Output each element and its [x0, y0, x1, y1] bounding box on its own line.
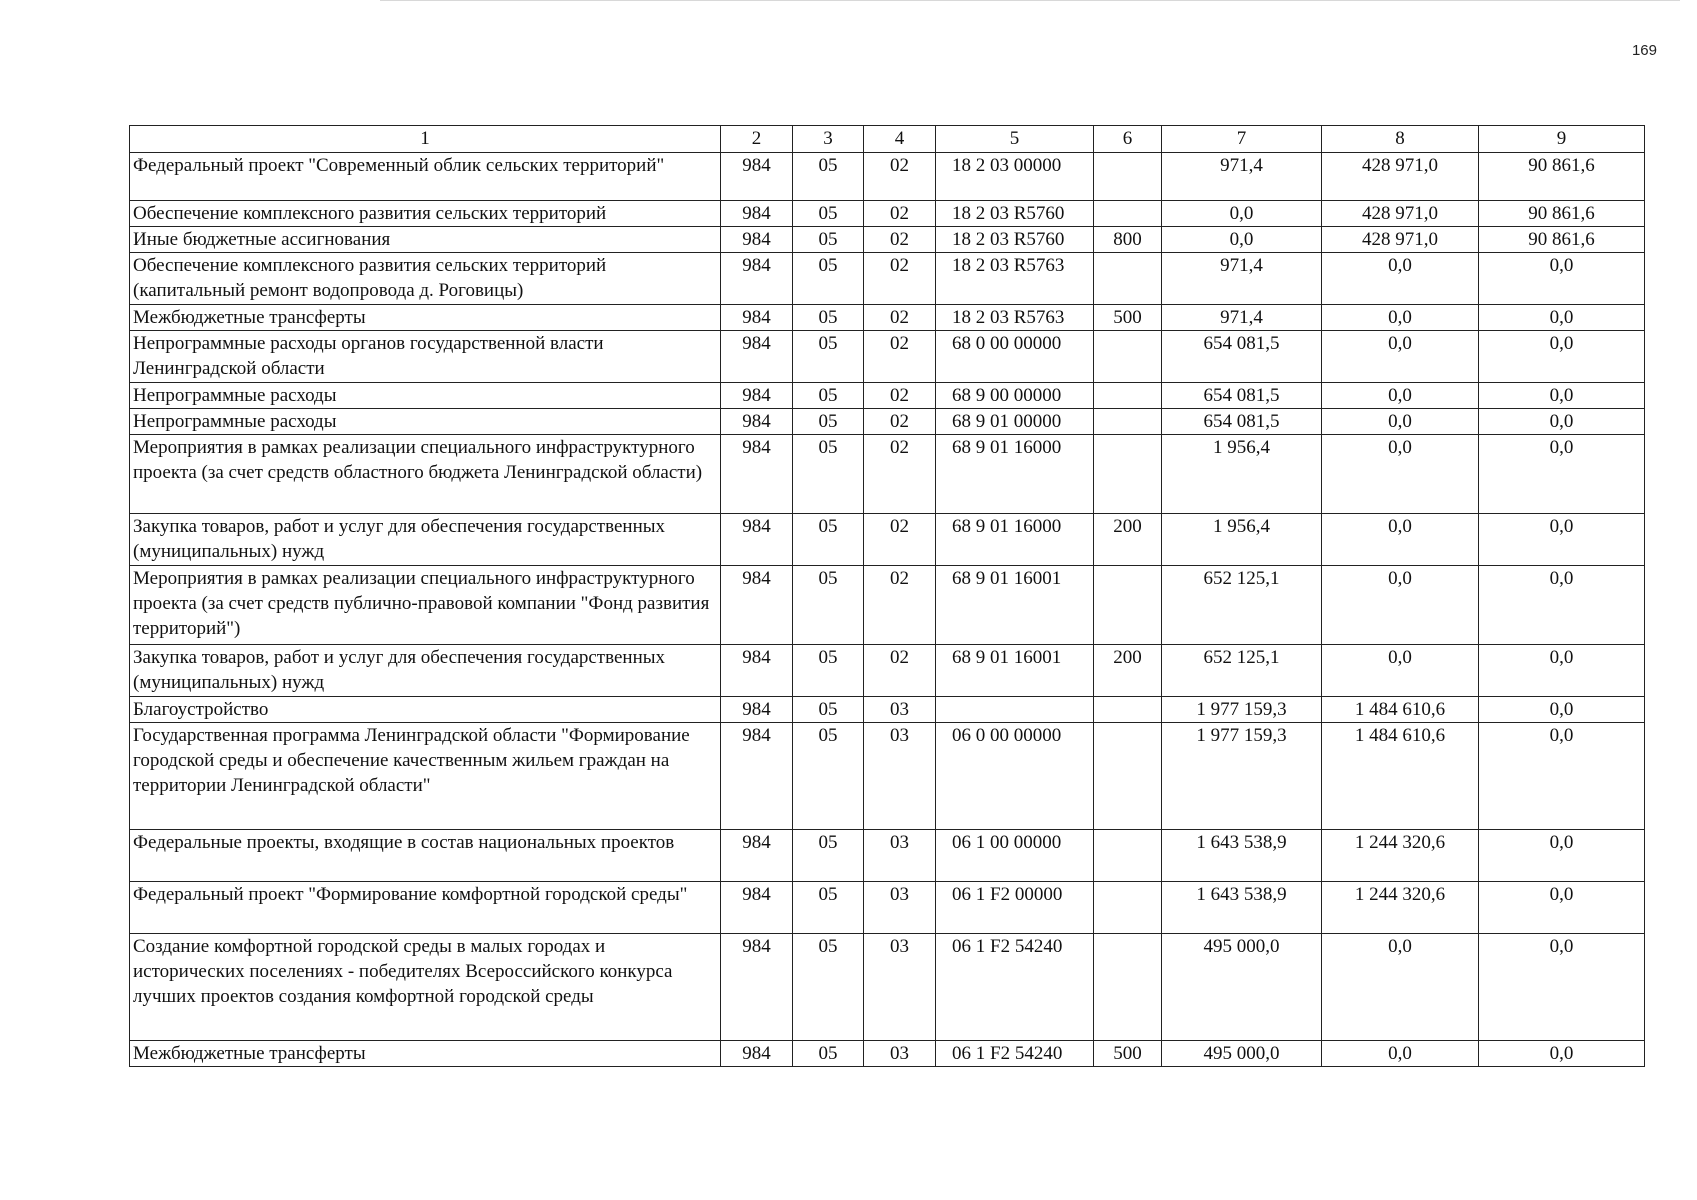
expense-type-code: 500: [1094, 305, 1162, 331]
amount-col-7: 652 125,1: [1162, 566, 1322, 645]
item-name: Федеральные проекты, входящие в состав национальных проектов: [130, 830, 721, 882]
header-col-6: 6: [1094, 126, 1162, 153]
section-code: 05: [793, 645, 864, 697]
section-code: 05: [793, 723, 864, 830]
table-row: [130, 723, 1645, 830]
expense-type-code: [1094, 331, 1162, 383]
amount-col-7: 0,0: [1162, 227, 1322, 253]
expense-type-code: [1094, 201, 1162, 227]
section-code: 05: [793, 934, 864, 1041]
target-article-code: 68 9 00 00000: [936, 383, 1094, 409]
expense-type-code: [1094, 697, 1162, 723]
expense-type-code: [1094, 830, 1162, 882]
item-name: Мероприятия в рамках реализации специального инфраструктурного проекта (за счет средств публично-правовой компании "Фонд развития территорий"): [130, 566, 721, 645]
amount-col-9: 0,0: [1479, 723, 1645, 830]
amount-col-9: 0,0: [1479, 383, 1645, 409]
amount-col-9: 0,0: [1479, 253, 1645, 305]
expense-type-code: [1094, 723, 1162, 830]
amount-col-7: 971,4: [1162, 253, 1322, 305]
amount-col-8: 0,0: [1322, 331, 1479, 383]
subsection-code: 02: [864, 305, 936, 331]
table-row: [130, 514, 1645, 566]
admin-code: 984: [721, 331, 793, 383]
item-name: Федеральный проект "Современный облик сельских территорий": [130, 153, 721, 201]
target-article-code: 68 9 01 16000: [936, 514, 1094, 566]
amount-col-8: 0,0: [1322, 566, 1479, 645]
target-article-code: 68 0 00 00000: [936, 331, 1094, 383]
admin-code: 984: [721, 934, 793, 1041]
admin-code: 984: [721, 409, 793, 435]
header-col-5: 5: [936, 126, 1094, 153]
amount-col-8: 1 484 610,6: [1322, 697, 1479, 723]
section-code: 05: [793, 882, 864, 934]
expense-type-code: [1094, 566, 1162, 645]
subsection-code: 03: [864, 882, 936, 934]
item-name: Непрограммные расходы: [130, 409, 721, 435]
section-code: 05: [793, 830, 864, 882]
subsection-code: 03: [864, 830, 936, 882]
amount-col-8: 428 971,0: [1322, 201, 1479, 227]
section-code: 05: [793, 153, 864, 201]
amount-col-9: 0,0: [1479, 882, 1645, 934]
subsection-code: 02: [864, 514, 936, 566]
subsection-code: 02: [864, 566, 936, 645]
item-name: Непрограммные расходы: [130, 383, 721, 409]
table-row: [130, 697, 1645, 723]
amount-col-8: 1 244 320,6: [1322, 830, 1479, 882]
amount-col-7: 495 000,0: [1162, 934, 1322, 1041]
header-col-7: 7: [1162, 126, 1322, 153]
table-row: [130, 1041, 1645, 1067]
subsection-code: 02: [864, 409, 936, 435]
header-col-4: 4: [864, 126, 936, 153]
amount-col-9: 0,0: [1479, 934, 1645, 1041]
page-number: 169: [1631, 42, 1657, 59]
amount-col-9: 0,0: [1479, 697, 1645, 723]
item-name: Межбюджетные трансферты: [130, 305, 721, 331]
expense-type-code: [1094, 882, 1162, 934]
admin-code: 984: [721, 435, 793, 514]
amount-col-9: 0,0: [1479, 514, 1645, 566]
table-row: [130, 153, 1645, 201]
subsection-code: 02: [864, 383, 936, 409]
subsection-code: 02: [864, 331, 936, 383]
section-code: 05: [793, 697, 864, 723]
section-code: 05: [793, 331, 864, 383]
subsection-code: 03: [864, 934, 936, 1041]
amount-col-7: 1 643 538,9: [1162, 830, 1322, 882]
amount-col-7: 1 977 159,3: [1162, 697, 1322, 723]
header-col-2: 2: [721, 126, 793, 153]
item-name: Федеральный проект "Формирование комфортной городской среды": [130, 882, 721, 934]
amount-col-7: 1 956,4: [1162, 435, 1322, 514]
amount-col-8: 0,0: [1322, 435, 1479, 514]
table-row: [130, 305, 1645, 331]
item-name: Закупка товаров, работ и услуг для обеспечения государственных (муниципальных) нужд: [130, 645, 721, 697]
amount-col-9: 0,0: [1479, 331, 1645, 383]
amount-col-9: 0,0: [1479, 435, 1645, 514]
amount-col-8: 0,0: [1322, 305, 1479, 331]
amount-col-7: 1 956,4: [1162, 514, 1322, 566]
section-code: 05: [793, 566, 864, 645]
amount-col-7: 971,4: [1162, 153, 1322, 201]
item-name: Мероприятия в рамках реализации специального инфраструктурного проекта (за счет средств областного бюджета Ленинградской области): [130, 435, 721, 514]
amount-col-7: 652 125,1: [1162, 645, 1322, 697]
table-row: [130, 409, 1645, 435]
item-name: Создание комфортной городской среды в малых городах и исторических поселениях - победителях Всероссийского конкурса лучших проектов создания комфортной городской среды: [130, 934, 721, 1041]
expense-type-code: [1094, 383, 1162, 409]
admin-code: 984: [721, 723, 793, 830]
target-article-code: 68 9 01 16000: [936, 435, 1094, 514]
amount-col-8: 0,0: [1322, 253, 1479, 305]
admin-code: 984: [721, 882, 793, 934]
admin-code: 984: [721, 830, 793, 882]
item-name: Межбюджетные трансферты: [130, 1041, 721, 1067]
admin-code: 984: [721, 253, 793, 305]
expense-type-code: [1094, 435, 1162, 514]
header-col-1: 1: [130, 126, 721, 153]
subsection-code: 03: [864, 1041, 936, 1067]
section-code: 05: [793, 305, 864, 331]
admin-code: 984: [721, 566, 793, 645]
amount-col-8: 0,0: [1322, 514, 1479, 566]
table-row: [130, 435, 1645, 514]
amount-col-9: 0,0: [1479, 566, 1645, 645]
expense-type-code: [1094, 253, 1162, 305]
table-header-row: [130, 126, 1645, 153]
amount-col-8: 0,0: [1322, 645, 1479, 697]
amount-col-7: 654 081,5: [1162, 409, 1322, 435]
amount-col-7: 495 000,0: [1162, 1041, 1322, 1067]
expense-type-code: [1094, 409, 1162, 435]
item-name: Благоустройство: [130, 697, 721, 723]
table-row: [130, 227, 1645, 253]
target-article-code: 68 9 01 16001: [936, 645, 1094, 697]
expense-type-code: [1094, 153, 1162, 201]
amount-col-9: 0,0: [1479, 305, 1645, 331]
amount-col-9: 90 861,6: [1479, 227, 1645, 253]
section-code: 05: [793, 383, 864, 409]
amount-col-7: 1 977 159,3: [1162, 723, 1322, 830]
header-col-3: 3: [793, 126, 864, 153]
amount-col-9: 0,0: [1479, 830, 1645, 882]
target-article-code: 68 9 01 00000: [936, 409, 1094, 435]
admin-code: 984: [721, 514, 793, 566]
amount-col-7: 971,4: [1162, 305, 1322, 331]
target-article-code: 06 0 00 00000: [936, 723, 1094, 830]
target-article-code: 06 1 F2 54240: [936, 1041, 1094, 1067]
expense-type-code: 200: [1094, 645, 1162, 697]
target-article-code: 68 9 01 16001: [936, 566, 1094, 645]
amount-col-7: 1 643 538,9: [1162, 882, 1322, 934]
admin-code: 984: [721, 305, 793, 331]
amount-col-8: 0,0: [1322, 934, 1479, 1041]
table-row: [130, 253, 1645, 305]
item-name: Обеспечение комплексного развития сельских территорий: [130, 201, 721, 227]
subsection-code: 02: [864, 645, 936, 697]
amount-col-7: 654 081,5: [1162, 383, 1322, 409]
item-name: Обеспечение комплексного развития сельских территорий (капитальный ремонт водопровода д. Роговицы): [130, 253, 721, 305]
header-col-9: 9: [1479, 126, 1645, 153]
section-code: 05: [793, 201, 864, 227]
amount-col-7: 654 081,5: [1162, 331, 1322, 383]
header-col-8: 8: [1322, 126, 1479, 153]
section-code: 05: [793, 514, 864, 566]
item-name: Непрограммные расходы органов государственной власти Ленинградской области: [130, 331, 721, 383]
target-article-code: 18 2 03 R5760: [936, 227, 1094, 253]
admin-code: 984: [721, 201, 793, 227]
target-article-code: 06 1 F2 54240: [936, 934, 1094, 1041]
admin-code: 984: [721, 383, 793, 409]
table-row: [130, 830, 1645, 882]
table-row: [130, 201, 1645, 227]
item-name: Государственная программа Ленинградской области "Формирование городской среды и обеспечение качественным жильем граждан на территории Ленинградской области": [130, 723, 721, 830]
subsection-code: 02: [864, 153, 936, 201]
amount-col-9: 90 861,6: [1479, 153, 1645, 201]
table-body: [130, 153, 1645, 1067]
target-article-code: 06 1 F2 00000: [936, 882, 1094, 934]
table-row: [130, 331, 1645, 383]
expense-type-code: 800: [1094, 227, 1162, 253]
amount-col-8: 1 244 320,6: [1322, 882, 1479, 934]
subsection-code: 02: [864, 253, 936, 305]
amount-col-8: 1 484 610,6: [1322, 723, 1479, 830]
table-row: [130, 645, 1645, 697]
expense-type-code: 200: [1094, 514, 1162, 566]
amount-col-9: 0,0: [1479, 1041, 1645, 1067]
amount-col-9: 0,0: [1479, 409, 1645, 435]
expense-type-code: [1094, 934, 1162, 1041]
scan-edge-line: [380, 0, 1680, 1]
section-code: 05: [793, 409, 864, 435]
section-code: 05: [793, 253, 864, 305]
admin-code: 984: [721, 1041, 793, 1067]
amount-col-8: 0,0: [1322, 1041, 1479, 1067]
amount-col-8: 0,0: [1322, 383, 1479, 409]
subsection-code: 02: [864, 435, 936, 514]
budget-table: [129, 125, 1645, 1067]
table-row: [130, 934, 1645, 1041]
amount-col-8: 428 971,0: [1322, 227, 1479, 253]
table-row: [130, 566, 1645, 645]
admin-code: 984: [721, 645, 793, 697]
amount-col-7: 0,0: [1162, 201, 1322, 227]
admin-code: 984: [721, 227, 793, 253]
subsection-code: 03: [864, 697, 936, 723]
section-code: 05: [793, 227, 864, 253]
target-article-code: [936, 697, 1094, 723]
item-name: Иные бюджетные ассигнования: [130, 227, 721, 253]
item-name: Закупка товаров, работ и услуг для обеспечения государственных (муниципальных) нужд: [130, 514, 721, 566]
amount-col-8: 0,0: [1322, 409, 1479, 435]
section-code: 05: [793, 1041, 864, 1067]
subsection-code: 02: [864, 201, 936, 227]
target-article-code: 18 2 03 R5763: [936, 305, 1094, 331]
amount-col-8: 428 971,0: [1322, 153, 1479, 201]
amount-col-9: 90 861,6: [1479, 201, 1645, 227]
amount-col-9: 0,0: [1479, 645, 1645, 697]
admin-code: 984: [721, 697, 793, 723]
target-article-code: 18 2 03 R5763: [936, 253, 1094, 305]
target-article-code: 06 1 00 00000: [936, 830, 1094, 882]
section-code: 05: [793, 435, 864, 514]
subsection-code: 03: [864, 723, 936, 830]
target-article-code: 18 2 03 00000: [936, 153, 1094, 201]
table-row: [130, 383, 1645, 409]
target-article-code: 18 2 03 R5760: [936, 201, 1094, 227]
subsection-code: 02: [864, 227, 936, 253]
table-row: [130, 882, 1645, 934]
expense-type-code: 500: [1094, 1041, 1162, 1067]
admin-code: 984: [721, 153, 793, 201]
